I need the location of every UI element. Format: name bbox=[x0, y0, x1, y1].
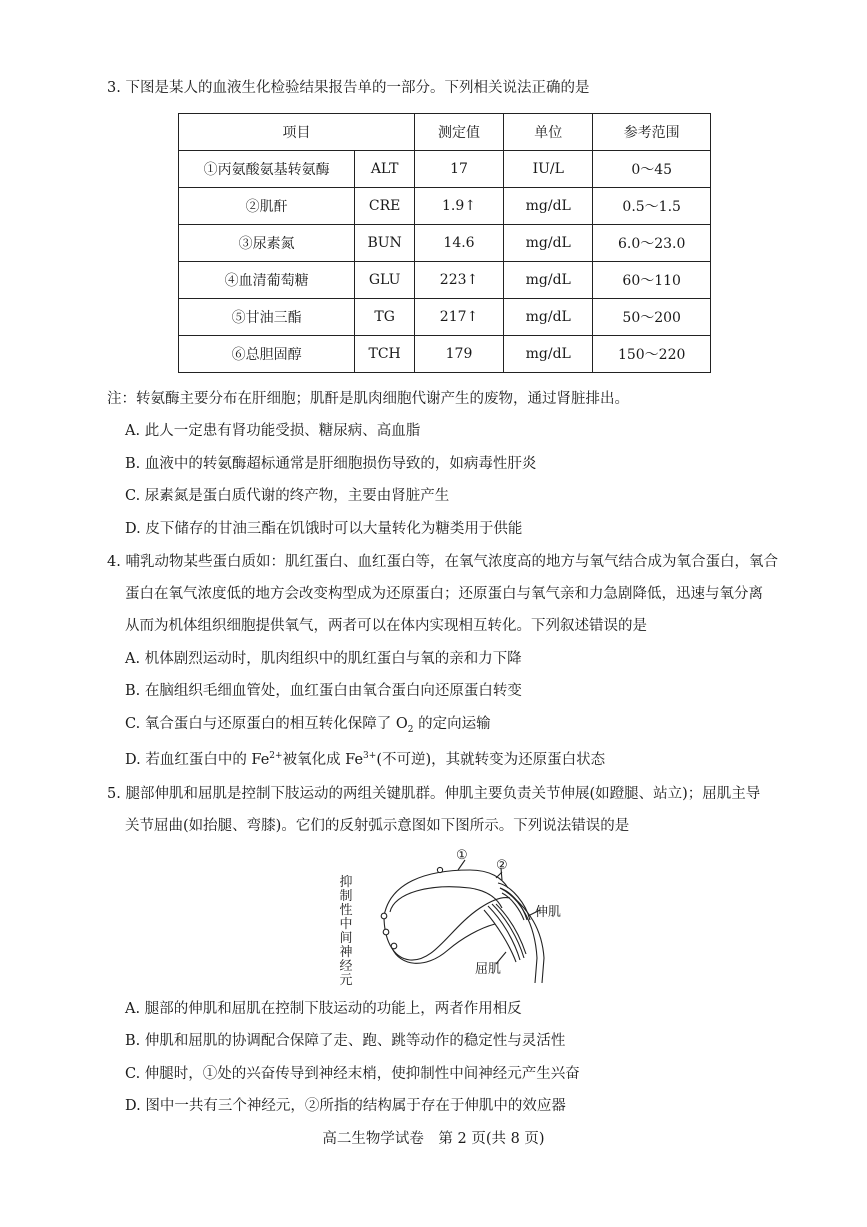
table-row bbox=[179, 188, 711, 225]
row-range: 6.0～23.0 bbox=[593, 225, 711, 262]
q4-stem-line3: 从而为机体组织细胞提供氧气，两者可以在体内实现相互转化。下列叙述错误的是 bbox=[125, 618, 647, 634]
q5-stem-line1: 5. 腿部伸肌和屈肌是控制下肢运动的两组关键肌群。伸肌主要负责关节伸展(如蹬腿、站立)；屈肌主导 bbox=[107, 786, 761, 802]
q4-stem-line1: 4. 哺乳动物某些蛋白质如：肌红蛋白、血红蛋白等，在氧气浓度高的地方与氧气结合成为氧合蛋白，氧合 bbox=[107, 554, 778, 570]
q5-option-d: D. 图中一共有三个神经元，②所指的结构属于存在于伸肌中的效应器 bbox=[125, 1098, 566, 1114]
row-name: ⑤甘油三酯 bbox=[179, 299, 355, 336]
q3-note: 注：转氨酶主要分布在肝细胞；肌酐是肌肉细胞代谢产生的废物，通过肾脏排出。 bbox=[107, 391, 629, 407]
interneuron-body-3 bbox=[391, 943, 397, 949]
row-unit: mg/dL bbox=[504, 188, 593, 225]
reflex-arc-diagram bbox=[330, 848, 550, 988]
q4-option-b: B. 在脑组织毛细血管处，血红蛋白由氧合蛋白向还原蛋白转变 bbox=[125, 683, 522, 699]
row-range: 0.5～1.5 bbox=[593, 188, 711, 225]
q3-option-d: D. 皮下储存的甘油三酯在饥饿时可以大量转化为糖类用于供能 bbox=[125, 521, 523, 537]
figure-label-flexor: 屈肌 bbox=[475, 962, 502, 977]
row-name: ④血清葡萄糖 bbox=[179, 262, 355, 299]
row-name: ①丙氨酸氨基转氨酶 bbox=[179, 151, 355, 188]
row-value: 179 bbox=[414, 336, 503, 373]
row-abbr: TCH bbox=[355, 336, 415, 373]
q5-stem-line2: 关节屈曲(如抬腿、弯膝)。它们的反射弧示意图如下图所示。下列说法错误的是 bbox=[125, 818, 630, 834]
figure-label-2: ② bbox=[496, 858, 508, 873]
row-value: 217↑ bbox=[414, 299, 503, 336]
row-value: 223↑ bbox=[414, 262, 503, 299]
q3-stem: 3. 下图是某人的血液生化检验结果报告单的一部分。下列相关说法正确的是 bbox=[107, 80, 590, 96]
row-unit: mg/dL bbox=[504, 225, 593, 262]
row-abbr: TG bbox=[355, 299, 415, 336]
q5-option-c: C. 伸腿时，①处的兴奋传导到神经末梢，使抑制性中间神经元产生兴奋 bbox=[125, 1066, 580, 1082]
q5-option-a: A. 腿部的伸肌和屈肌在控制下肢运动的功能上，两者作用相反 bbox=[125, 1001, 522, 1017]
q3-option-c: C. 尿素氮是蛋白质代谢的终产物，主要由肾脏产生 bbox=[125, 488, 450, 504]
figure-label-extensor: 伸肌 bbox=[535, 905, 562, 920]
row-range: 50～200 bbox=[593, 299, 711, 336]
interneuron-body-2 bbox=[383, 929, 389, 935]
row-unit: IU/L bbox=[504, 151, 593, 188]
sensory-cell-body bbox=[437, 867, 442, 872]
table-row bbox=[179, 299, 711, 336]
row-range: 60～110 bbox=[593, 262, 711, 299]
row-value: 17 bbox=[414, 151, 503, 188]
row-unit: mg/dL bbox=[504, 299, 593, 336]
row-name: ②肌酐 bbox=[179, 188, 355, 225]
header-range: 参考范围 bbox=[593, 114, 711, 151]
interneuron-label: 抑制性中间神经元 bbox=[339, 875, 353, 988]
q4-option-c: C. 氧合蛋白与还原蛋白的相互转化保障了 $O_2$ 的定向运输 bbox=[125, 716, 491, 735]
row-abbr: GLU bbox=[355, 262, 415, 299]
q3-option-a: A. 此人一定患有肾功能受损、糖尿病、高血脂 bbox=[125, 423, 421, 439]
table-row bbox=[179, 151, 711, 188]
sensory-fiber bbox=[384, 870, 508, 916]
table-row bbox=[179, 262, 711, 299]
row-value: 14.6 bbox=[414, 225, 503, 262]
q4-option-d: D. 若血红蛋白中的 $Fe^{2+}$被氧化成 $Fe^{3+}$(不可逆)，其就转变为还原蛋白状态 bbox=[125, 751, 606, 768]
interneuron-body-1 bbox=[381, 913, 387, 919]
row-abbr: ALT bbox=[355, 151, 415, 188]
row-abbr: BUN bbox=[355, 225, 415, 262]
q3-option-b: B. 血液中的转氨酶超标通常是肝细胞损伤导致的，如病毒性肝炎 bbox=[125, 456, 537, 472]
blood-test-table bbox=[178, 113, 711, 373]
page-footer: 高二生物学试卷 第 2 页(共 8 页) bbox=[322, 1131, 545, 1147]
row-abbr: CRE bbox=[355, 188, 415, 225]
motor-fiber-flexor bbox=[392, 924, 495, 963]
q4-option-a: A. 机体剧烈运动时，肌肉组织中的肌红蛋白与氧的亲和力下降 bbox=[125, 651, 522, 667]
row-range: 0～45 bbox=[593, 151, 711, 188]
inner-loop bbox=[390, 887, 502, 912]
row-name: ⑥总胆固醇 bbox=[179, 336, 355, 373]
table-header-row bbox=[179, 114, 711, 151]
row-value: 1.9↑ bbox=[414, 188, 503, 225]
header-item: 项目 bbox=[179, 114, 415, 151]
q4-stem-line2: 蛋白在氧气浓度低的地方会改变构型成为还原蛋白；还原蛋白与氧气亲和力急剧降低，迅速与氧分离 bbox=[125, 586, 763, 602]
header-value: 测定值 bbox=[414, 114, 503, 151]
header-unit: 单位 bbox=[504, 114, 593, 151]
row-unit: mg/dL bbox=[504, 336, 593, 373]
row-unit: mg/dL bbox=[504, 262, 593, 299]
q5-option-b: B. 伸肌和屈肌的协调配合保障了走、跑、跳等动作的稳定性与灵活性 bbox=[125, 1033, 566, 1049]
table-row bbox=[179, 336, 711, 373]
row-name: ③尿素氮 bbox=[179, 225, 355, 262]
table-row bbox=[179, 225, 711, 262]
figure-label-1: ① bbox=[456, 848, 468, 863]
row-range: 150～220 bbox=[593, 336, 711, 373]
